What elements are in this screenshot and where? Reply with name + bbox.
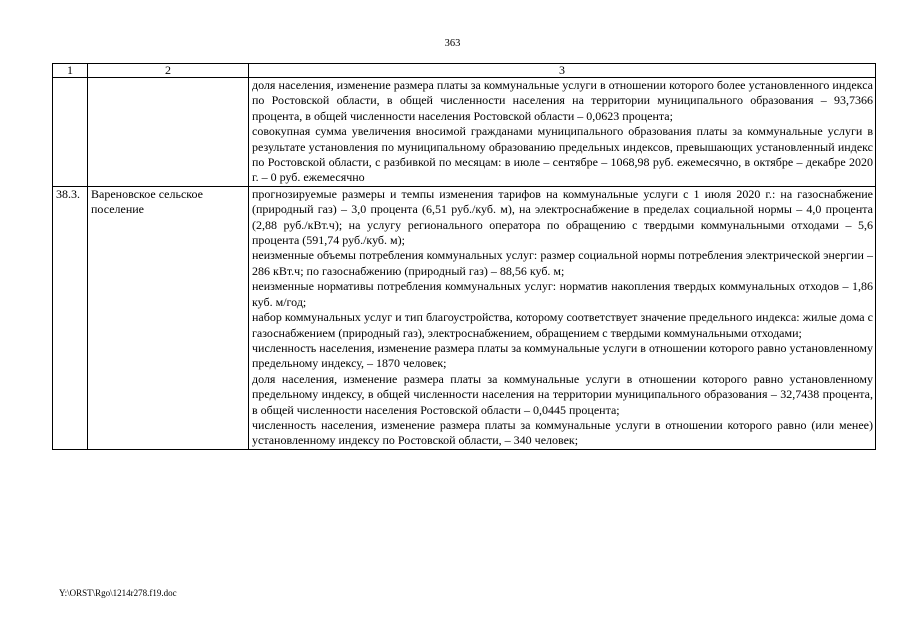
header-cell-1: 1	[53, 64, 88, 78]
paragraph: доля населения, изменение размера платы за коммунальные услуги в отношении которого равно установленному предельному индексу, в общей численности населения на территории муниципального образования – 32,7438 процента, в общей численности населения Ростовской области – 0,0445 процента;	[252, 371, 873, 417]
paragraph: неизменные объемы потребления коммунальных услуг: размер социальной нормы потребления электрической энергии – 286 кВт.ч; по газоснабжению (природный газ) – 88,56 куб. м;	[252, 248, 873, 278]
paragraph: доля населения, изменение размера платы за коммунальные услуги в отношении которого более установленного индекса по Ростовской области, в общей численности населения на территории муниципального образования – 93,7366 процента, в общей численности населения Ростовской области – 0,0623 процента;	[252, 78, 873, 123]
header-cell-3: 3	[249, 64, 876, 78]
file-path-footer: Y:\ORST\Rgo\1214r278.f19.doc	[59, 588, 177, 598]
table-header-row	[53, 64, 876, 78]
description-cell	[249, 186, 876, 449]
paragraph: численность населения, изменение размера платы за коммунальные услуги в отношении которого равно установленному предельному индексу, – 1870 человек;	[252, 340, 873, 371]
row-number-cell: 38.3.	[53, 186, 88, 449]
page-number: 363	[444, 38, 461, 49]
table-row	[53, 186, 876, 449]
paragraph: неизменные нормативы потребления коммунальных услуг: норматив накопления твердых коммунальных отходов – 1,86 куб. м/год;	[252, 279, 873, 309]
description-cell	[249, 78, 876, 187]
settlement-name-cell: Вареновское сельское поселение	[88, 186, 249, 449]
settlement-name-cell	[88, 78, 249, 187]
row-number-cell	[53, 78, 88, 187]
paragraph: численность населения, изменение размера платы за коммунальные услуги в отношении которого равно (или менее) установленному индексу по Ростовской области, – 340 человек;	[252, 417, 873, 448]
paragraph: прогнозируемые размеры и темпы изменения тарифов на коммунальные услуги с 1 июля 2020 г.: на газоснабжение (природный газ) – 3,0 процента (6,51 руб./куб. м), на электроснабжение в пределах социальной нормы – 4,0 процента (2,88 руб./кВт.ч); на услугу регионального оператора по обращению с твердыми коммунальными отходами – 5,6 процента (591,74 руб./куб. м);	[252, 186, 873, 248]
document-table	[52, 63, 876, 450]
header-cell-2: 2	[88, 64, 249, 78]
paragraph: совокупная сумма увеличения вносимой гражданами муниципального образования платы за коммунальные услуги в результате установления по муниципальному образованию предельных индексов, превышающих установленный индекс по Ростовской области, с разбивкой по месяцам: в июле – сентябре – 1068,98 руб. ежемесячно, в октябре – декабре 2020 г. – 0 руб. ежемесячно	[252, 124, 873, 185]
table-row	[53, 78, 876, 187]
paragraph: набор коммунальных услуг и тип благоустройства, которому соответствует значение предельного индекса: жилые дома с газоснабжением (природный газ), электроснабжением, обращением с твердыми коммунальными отходами;	[252, 310, 873, 340]
